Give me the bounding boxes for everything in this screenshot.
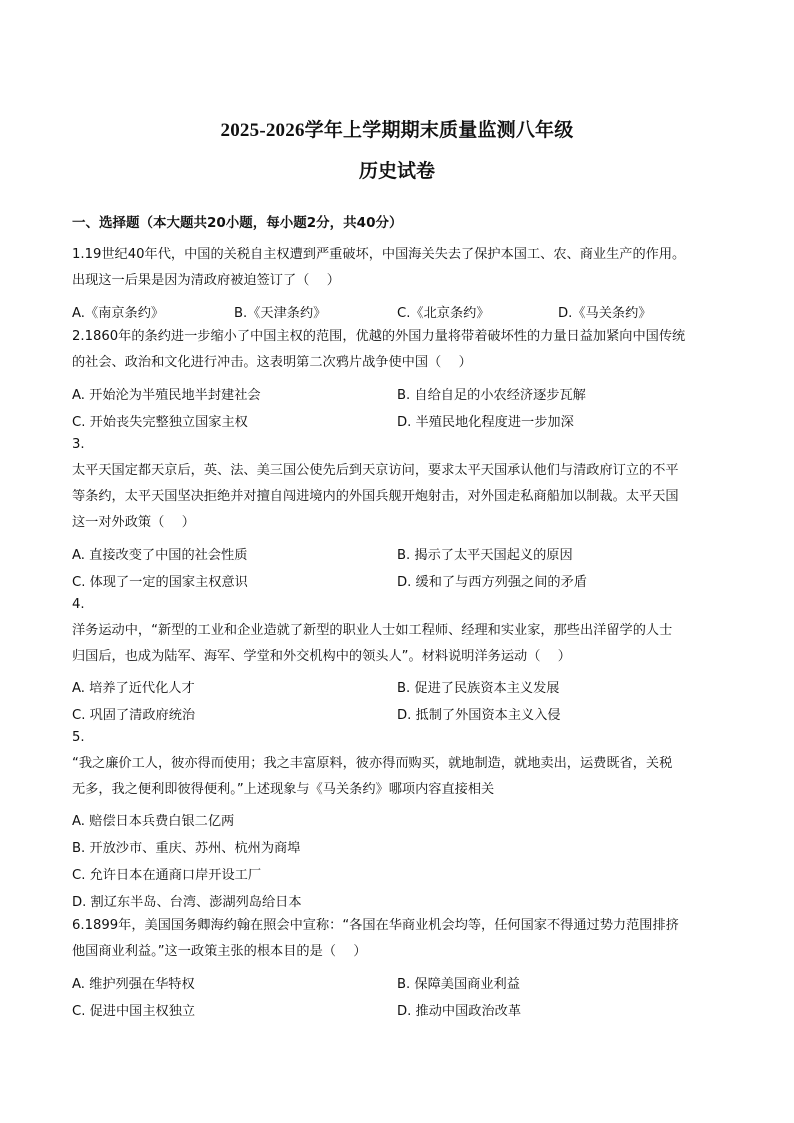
option-a: A. 开始沦为半殖民地半封建社会 — [72, 388, 261, 403]
question-1-stem — [72, 242, 724, 294]
option-a: A. 维护列强在华特权 — [72, 977, 195, 992]
question-number: 3. — [72, 437, 85, 452]
question-2-stem — [72, 324, 724, 376]
question-text-line: 等条约，太平天国坚决拒绝并对擅自闯进境内的外国兵舰开炮射击，对外国走私商船加以制裁。太平天国 — [72, 489, 679, 504]
option-c: C. 巩固了清政府统治 — [72, 708, 196, 723]
exam-title: 2025-2026学年上学期期末质量监测八年级 — [220, 120, 574, 141]
question-text-line: 太平天国定都天京后，英、法、美三国公使先后到天京访问，要求太平天国承认他们与清政府订立的不平 — [72, 463, 679, 478]
option-b: B. 揭示了太平天国起义的原因 — [397, 548, 573, 563]
question-number: 5. — [72, 730, 85, 745]
section-heading: 一、选择题（本大题共20小题，每小题2分，共40分） — [72, 215, 403, 231]
question-4-stem — [72, 592, 724, 670]
question-text-line: 2.1860年的条约进一步缩小了中国主权的范围，优越的外国力量将带着破坏性的力量日益加紧向中国传统 — [72, 329, 686, 344]
question-text-line: 出现这一后果是因为清政府被迫签订了（ ） — [72, 273, 340, 288]
option-c: C. 允许日本在通商口岸开设工厂 — [72, 868, 262, 883]
option-b: B. 自给自足的小农经济逐步瓦解 — [397, 388, 586, 403]
question-text-line: 这一对外政策（ ） — [72, 515, 195, 530]
question-number: 4. — [72, 597, 85, 612]
question-text-line: 归国后，也成为陆军、海军、学堂和外交机构中的领头人”。材料说明洋务运动（ ） — [72, 649, 571, 664]
option-c: C. 促进中国主权独立 — [72, 1004, 196, 1019]
option-b: B. 保障美国商业利益 — [397, 977, 520, 992]
option-b: B. 促进了民族资本主义发展 — [397, 681, 560, 696]
question-text-line: 洋务运动中，“新型的工业和企业造就了新型的职业人士如工程师、经理和实业家，那些出洋留学的人士 — [72, 623, 673, 638]
option-c: C.《北京条约》 — [397, 306, 490, 321]
question-5-stem — [72, 725, 724, 803]
question-text-line: 6.1899年，美国国务卿海约翰在照会中宣称：“各国在华商业机会均等，任何国家不得通过势力范围排挤 — [72, 918, 679, 933]
option-b: B. 开放沙市、重庆、苏州、杭州为商埠 — [72, 841, 301, 856]
option-a: A. 赔偿日本兵费白银二亿两 — [72, 814, 235, 829]
option-a: A.《南京条约》 — [72, 306, 165, 321]
question-text-line: 他国商业利益。”这一政策主张的根本目的是（ ） — [72, 944, 367, 959]
option-a: A. 直接改变了中国的社会性质 — [72, 548, 248, 563]
option-b: B.《天津条约》 — [234, 306, 327, 321]
option-d: D. 抵制了外国资本主义入侵 — [397, 708, 561, 723]
exam-subtitle: 历史试卷 — [358, 161, 435, 182]
option-d: D.《马关条约》 — [558, 306, 652, 321]
question-3-stem — [72, 432, 724, 536]
option-a: A. 培养了近代化人才 — [72, 681, 195, 696]
question-text-line: “我之廉价工人，彼亦得而使用；我之丰富原料，彼亦得而购买，就地制造，就地卖出，运费既省，关税 — [72, 756, 673, 771]
question-text-line: 无多，我之便利即彼得便利。”上述现象与《马关条约》哪项内容直接相关 — [72, 782, 495, 797]
option-d: D. 割辽东半岛、台湾、澎湖列岛给日本 — [72, 895, 302, 910]
option-d: D. 推动中国政治改革 — [397, 1004, 522, 1019]
question-text-line: 1.19世纪40年代，中国的关税自主权遭到严重破坏，中国海关失去了保护本国工、农、商业生产的作用。 — [72, 247, 686, 262]
option-c: C. 开始丧失完整独立国家主权 — [72, 415, 248, 430]
question-text-line: 的社会、政治和文化进行冲击。这表明第二次鸦片战争使中国（ ） — [72, 355, 472, 370]
option-d: D. 缓和了与西方列强之间的矛盾 — [397, 575, 587, 590]
option-d: D. 半殖民地化程度进一步加深 — [397, 415, 574, 430]
question-6-stem — [72, 913, 724, 965]
option-c: C. 体现了一定的国家主权意识 — [72, 575, 248, 590]
